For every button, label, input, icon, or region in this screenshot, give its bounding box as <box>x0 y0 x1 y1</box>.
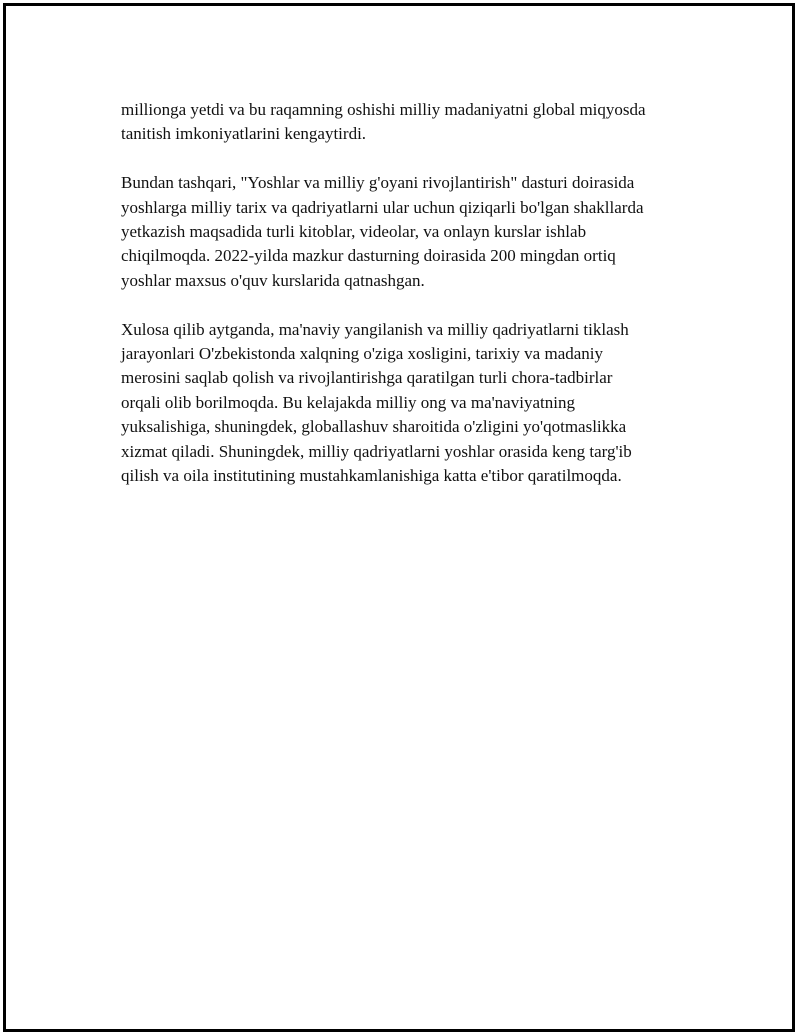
text-line: orqali olib borilmoqda. Bu kelajakda milliy ong va ma'naviyatning <box>121 392 575 412</box>
text-line: qilish va oila institutining mustahkamlanishiga katta e'tibor qaratilmoqda. <box>121 466 622 486</box>
text-line: yoshlarga milliy tarix va qadriyatlarni ular uchun qiziqarli bo'lgan shakllarda <box>121 197 644 217</box>
text-line: merosini saqlab qolish va rivojlantirishga qaratilgan turli chora-tadbirlar <box>121 368 613 388</box>
text-line: tanitish imkoniyatlarini kengaytirdi. <box>121 124 367 144</box>
text-line: jarayonlari O'zbekistonda xalqning o'ziga xosligini, tarixiy va madaniy <box>121 344 604 364</box>
text-line: chiqilmoqda. 2022-yilda mazkur dasturning doirasida 200 mingdan ortiq <box>121 246 616 266</box>
text-line: yetkazish maqsadida turli kitoblar, videolar, va onlayn kurslar ishlab <box>121 222 587 242</box>
paragraph-2 <box>121 171 696 293</box>
text-line: yoshlar maxsus o'quv kurslarida qatnashgan. <box>121 270 425 290</box>
text-line: Bundan tashqari, "Yoshlar va milliy g'oyani rivojlantirish" dasturi doirasida <box>121 173 635 193</box>
page-frame <box>3 3 795 1032</box>
text-line: yuksalishiga, shuningdek, globallashuv sharoitida o'zligini yo'qotmaslikka <box>121 417 627 437</box>
text-line: Xulosa qilib aytganda, ma'naviy yangilanish va milliy qadriyatlarni tiklash <box>121 319 629 339</box>
paragraph-1 <box>121 98 696 147</box>
paragraph-3 <box>121 318 696 489</box>
document-body <box>121 98 696 488</box>
text-line: millionga yetdi va bu raqamning oshishi milliy madaniyatni global miqyosda <box>121 100 646 119</box>
text-line: xizmat qiladi. Shuningdek, milliy qadriyatlarni yoshlar orasida keng targ'ib <box>121 441 632 461</box>
